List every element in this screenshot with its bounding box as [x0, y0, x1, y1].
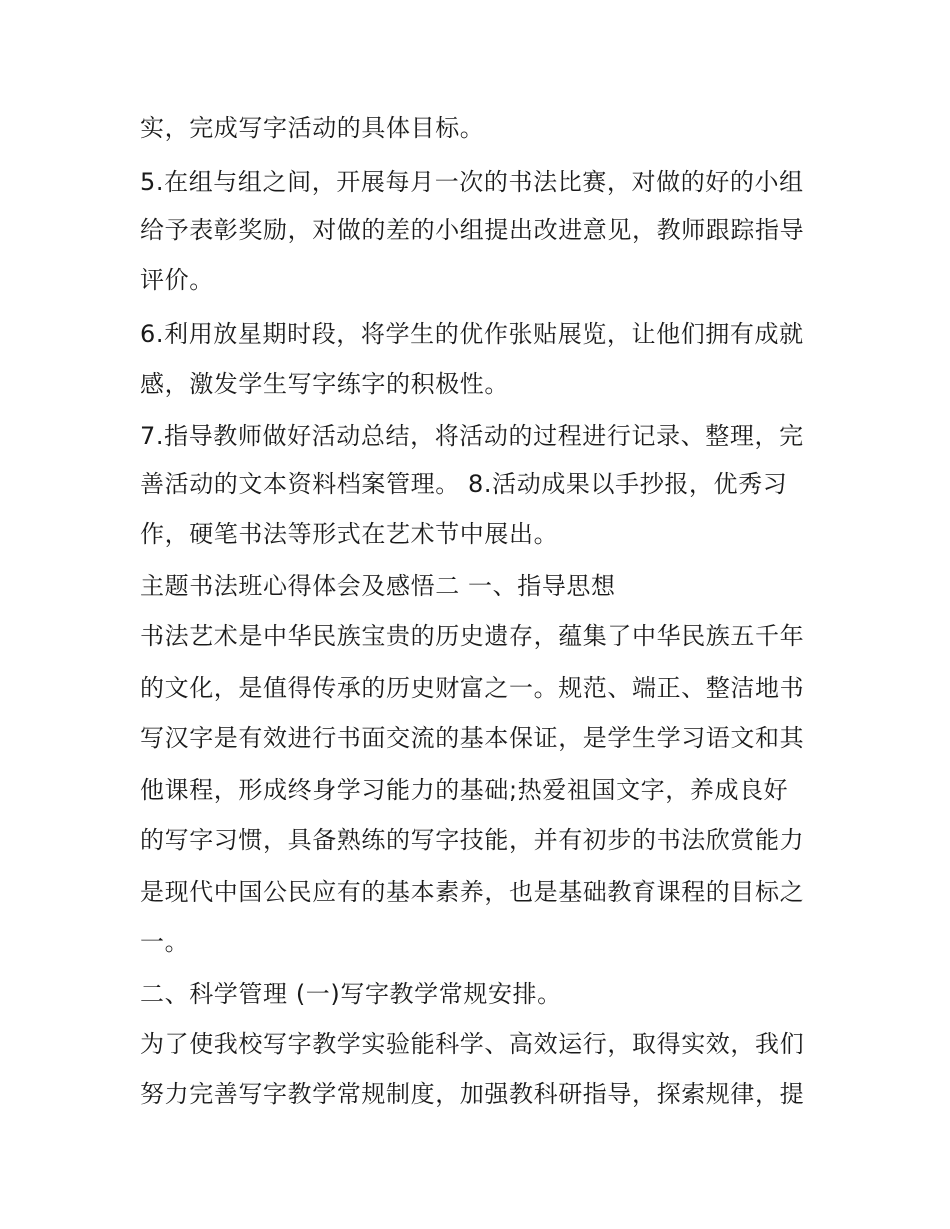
section-heading: 主题书法班心得体会及感悟二 一、指导思想 — [140, 572, 616, 600]
text-line: 实，完成写字活动的具体目标。 — [140, 114, 485, 142]
text-line: 6.利用放星期时段，将学生的优作张贴展览，让他们拥有成就 — [140, 320, 804, 348]
text-line: 7.指导教师做好活动总结，将活动的过程进行记录、整理，完 — [140, 422, 804, 450]
text-line: 的文化，是值得传承的历史财富之一。规范、端正、整洁地书 — [140, 674, 805, 702]
text-line: 评价。 — [140, 266, 214, 294]
text-line: 写汉字是有效进行书面交流的基本保证，是学生学习语文和其 — [140, 724, 805, 752]
text-line: 作，硬笔书法等形式在艺术节中展出。 — [140, 520, 559, 548]
text-line: 是现代中国公民应有的基本素养，也是基础教育课程的目标之 — [140, 878, 805, 906]
section-heading: 二、科学管理 (一)写字教学常规安排。 — [140, 980, 562, 1008]
text-line: 为了使我校写字教学实验能科学、高效运行，取得实效，我们 — [140, 1030, 805, 1058]
text-line: 书法艺术是中华民族宝贵的历史遗存，蕴集了中华民族五千年 — [140, 622, 805, 650]
text-line: 给予表彰奖励，对做的差的小组提出改进意见，教师跟踪指导 — [140, 216, 805, 244]
text-line: 5.在组与组之间，开展每月一次的书法比赛，对做的好的小组 — [140, 168, 804, 196]
text-line: 感，激发学生写字练字的积极性。 — [140, 370, 509, 398]
text-line: 的写字习惯，具备熟练的写字技能，并有初步的书法欣赏能力 — [140, 826, 805, 854]
text-line: 善活动的文本资料档案管理。 8.活动成果以手抄报，优秀习 — [140, 470, 788, 498]
text-line: 他课程，形成终身学习能力的基础;热爱祖国文字，养成良好 — [140, 776, 789, 804]
text-line: 一。 — [140, 928, 190, 956]
text-line: 努力完善写字教学常规制度，加强教科研指导，探索规律，提 — [140, 1080, 805, 1108]
